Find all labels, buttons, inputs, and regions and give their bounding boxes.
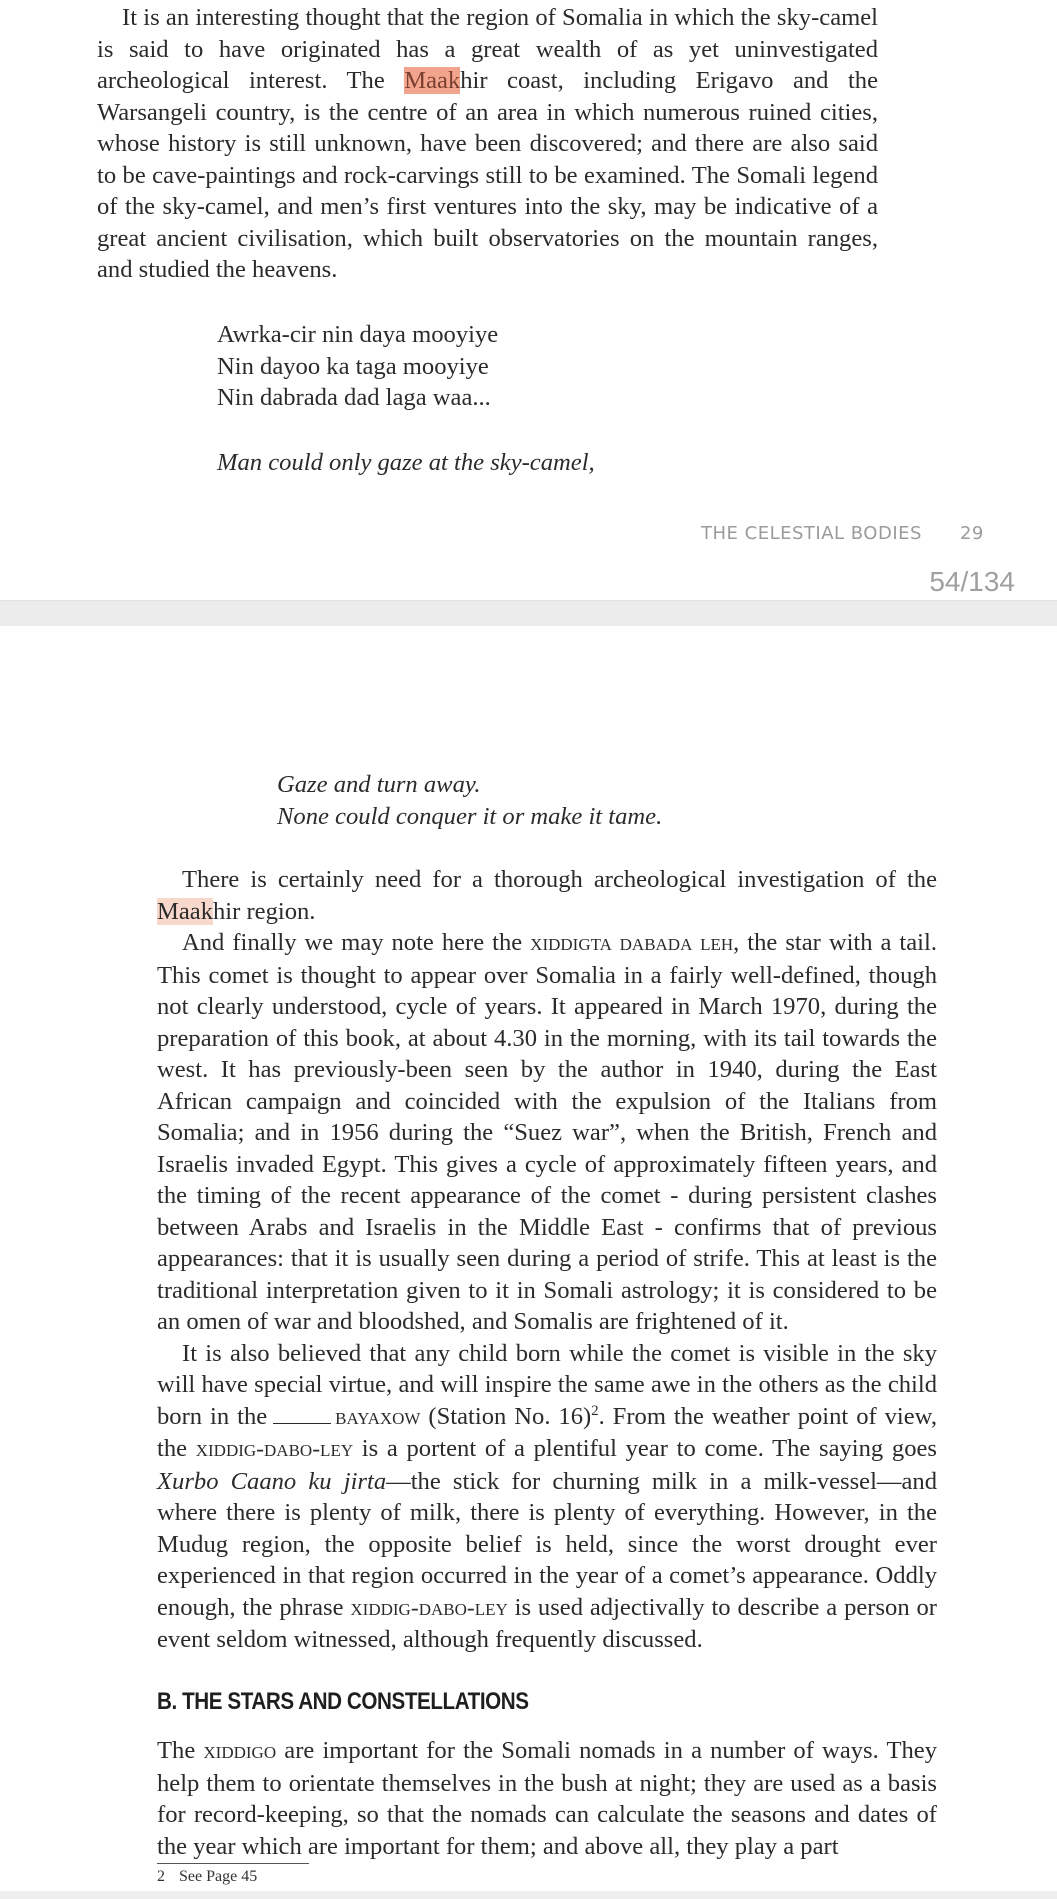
- somali-poem: [217, 319, 498, 414]
- text-segment: hir region.: [213, 897, 316, 925]
- text-segment: is used adjectivally to describe a person or event seldom witnessed, although frequently discussed.: [157, 1593, 937, 1653]
- running-head: [701, 523, 984, 544]
- footnote-divider: [157, 1863, 309, 1864]
- poem-line: Nin dabrada dad laga waa...: [217, 384, 491, 411]
- footnote-text: See Page 45: [179, 1868, 258, 1885]
- paragraph-text: [97, 2, 878, 286]
- poem-line: Gaze and turn away.: [277, 771, 481, 798]
- somali-term: xiddig-dabo-ley: [350, 1594, 508, 1621]
- paragraph-stars: [157, 1735, 937, 1862]
- somali-saying: Xurbo Caano ku jirta: [157, 1467, 387, 1495]
- somali-term: bayaxow: [335, 1403, 421, 1430]
- text-segment: are important for the Somali nomads in a number of ways. They help them to orientate themselves in the bush at night; they are used as a basis for record-keeping, so that the nomads can calculate the seasons and dates of the year which are important for them; and above all, they play a part: [157, 1737, 937, 1860]
- text-segment: . From the weather point of view, the: [157, 1402, 937, 1462]
- page-counter: 54/134: [929, 566, 1015, 597]
- somali-term: xiddigta dabada leh: [530, 930, 734, 956]
- page-separator-bottom: [0, 1891, 1057, 1899]
- paragraph-comet-beliefs: [157, 1338, 937, 1656]
- blank-underline: [273, 1405, 331, 1424]
- text-segment: hir coast, including Erigavo and the Warsangeli country, is the centre of an area in which numerous ruined cities, whose history is still unknown, have been discovered; and there are also said to be cave-paintings and rock-carvings still to be examined. The Somali legend of the sky-camel, and men’s first ventures into the sky, may be indicative of a great ancient civilisation, which built observatories on the mountain ranges, and studied the heavens.: [97, 67, 878, 283]
- section-heading: B. THE STARS AND CONSTELLATIONS: [157, 1688, 529, 1715]
- body-text: [157, 864, 937, 1656]
- footnote: [157, 1868, 257, 1886]
- page-number: 29: [959, 523, 984, 544]
- body-text-section-b: [157, 1735, 937, 1862]
- poem-line: None could conquer it or make it tame.: [277, 802, 663, 830]
- somali-term: xiddigo: [203, 1738, 277, 1764]
- text-segment: It is an interesting thought that the region of Somalia in which the sky-camel is said to have originated has a great wealth of as yet uninvestigated archeological interest. The: [97, 4, 878, 94]
- poem-line: Man could only gaze at the sky-camel,: [217, 449, 595, 476]
- search-highlight[interactable]: Maak: [157, 897, 213, 925]
- pdf-page-29: [0, 0, 1057, 600]
- poem-line: Awrka-cir nin daya mooyiye: [217, 321, 499, 348]
- footnote-number: 2: [157, 1868, 165, 1885]
- text-segment: is a portent of a plentiful year to come. The saying goes: [353, 1435, 937, 1462]
- search-highlight-active[interactable]: Maak: [404, 67, 461, 94]
- page-separator: [0, 600, 1057, 627]
- english-poem-translation-continued: [277, 769, 662, 832]
- english-poem-translation: [217, 447, 595, 479]
- somali-term: xiddig-dabo-ley: [195, 1436, 354, 1462]
- paragraph-sky-camel-origin: [97, 2, 878, 286]
- text-segment: (Station No. 16): [420, 1402, 592, 1430]
- poem-line: Nin dayoo ka taga mooyiye: [217, 352, 489, 380]
- text-segment: There is certainly need for a thorough archeological investigation of the: [182, 866, 937, 893]
- text-segment: —the stick for churning milk in a milk-vessel—and where there is plenty of milk, there is plenty of everything. However, in the Mudug region, the opposite belief is held, since the worst drought ever experienced in that region occurred in the year of a comet’s appearance. Oddly enough, the phrase: [157, 1467, 938, 1621]
- text-segment: It is also believed that any child born while the comet is visible in the sky will have special virtue, and will inspire the same awe in the others as the child born in the: [157, 1339, 937, 1430]
- running-head-title: THE CELESTIAL BODIES: [701, 523, 922, 544]
- footnote-reference[interactable]: 2: [591, 1402, 599, 1419]
- text-segment: , the star with a tail. This comet is thought to appear over Somalia in a fairly well-defined, though not clearly understood, cycle of years. It appeared in March 1970, during the preparation of this book, at about 4.30 in the morning, with its tail towards the west. It has previously-been seen by the author in 1940, during the East African campaign and coincided with the expulsion of the Italians from Somalia; and in 1956 during the “Suez war”, when the British, French and Israelis invaded Egypt. This gives a cycle of approximately fifteen years, and the timing of the recent appearance of the comet - during persistent clashes between Arabs and Israelis in the Middle East - confirms that of previous appearances: that it is usually seen during a period of strife. This at least is the traditional interpretation given to it in Somali astrology; it is considered to be an omen of war and bloodshed, and Somalis are frightened of it.: [157, 929, 937, 1335]
- paragraph-comet: [157, 927, 937, 1338]
- paragraph-archeological-investigation: [157, 864, 937, 927]
- text-segment: And finally we may note here the: [182, 929, 531, 956]
- text-segment: The: [157, 1737, 204, 1764]
